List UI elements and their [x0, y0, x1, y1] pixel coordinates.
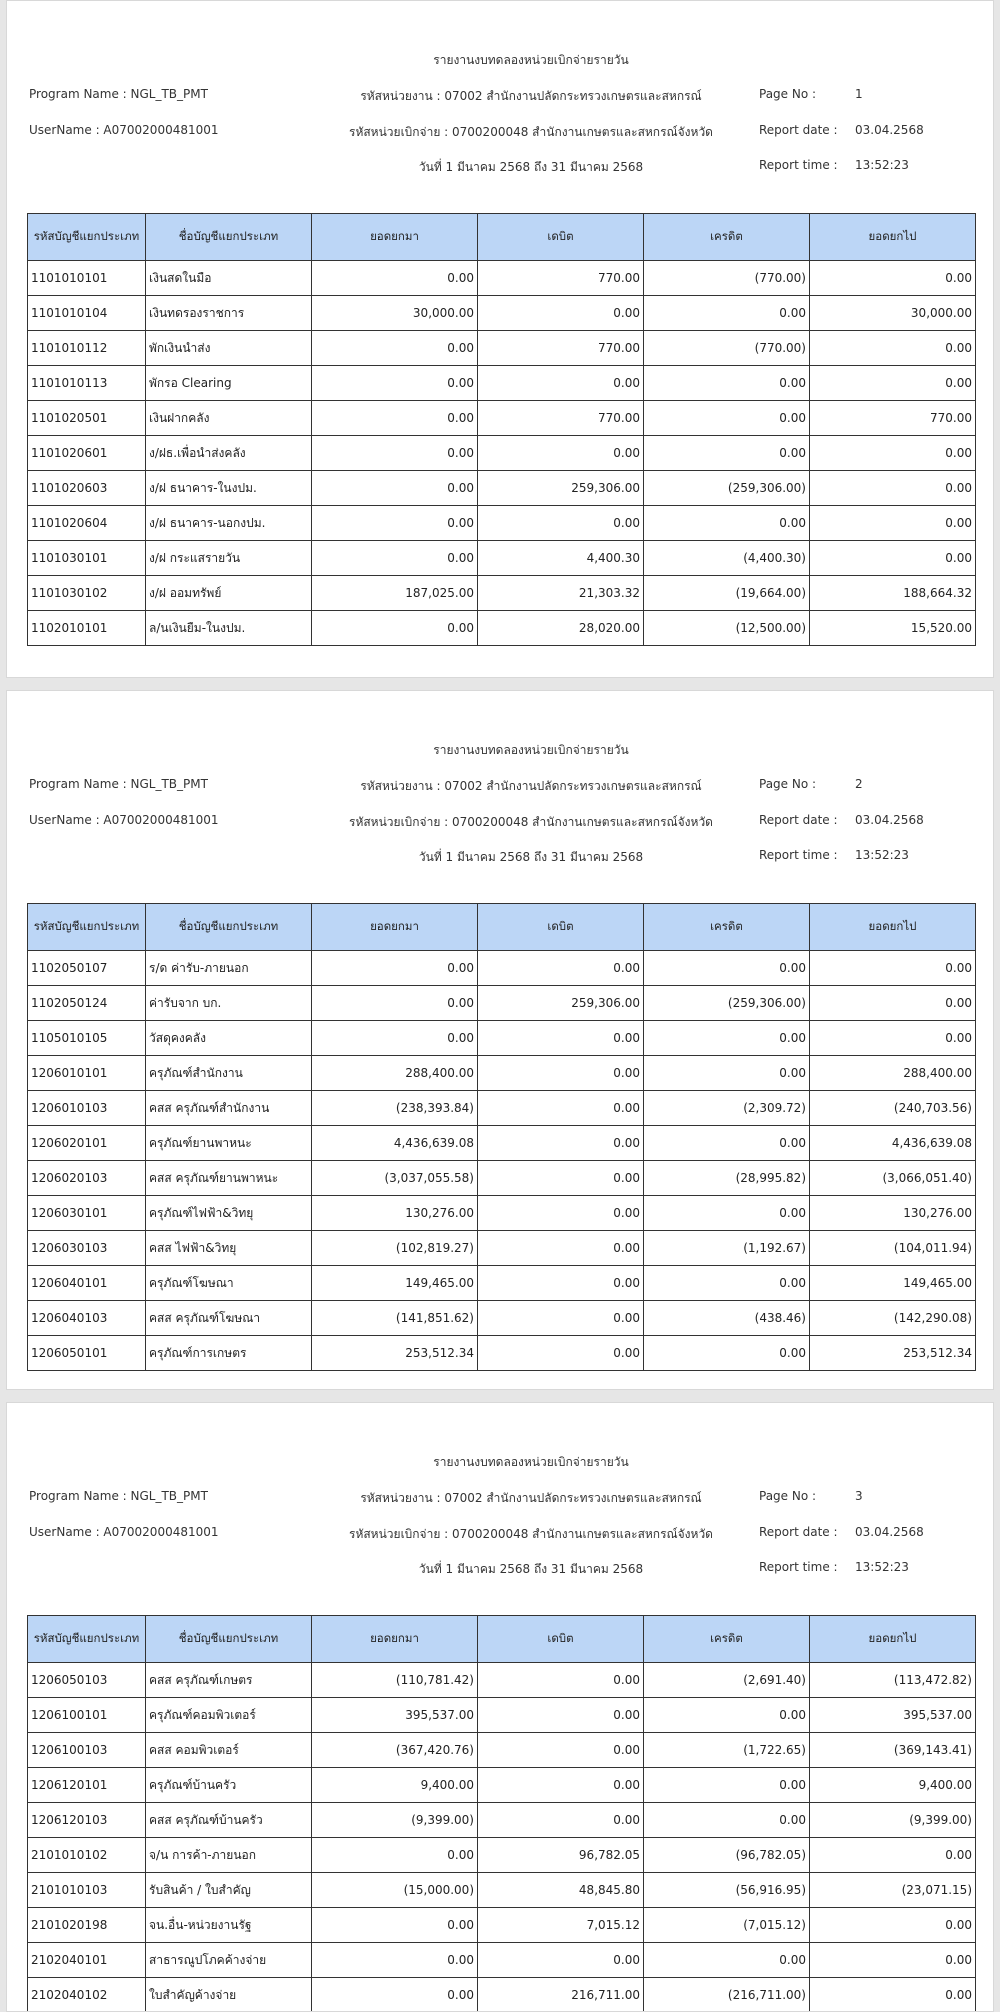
account-code-cell: 1102050107 — [28, 951, 146, 986]
debit-cell: 216,711.00 — [478, 1978, 644, 2012]
table-row — [28, 506, 976, 541]
opening-balance-cell: 0.00 — [312, 1943, 478, 1978]
col-account-code: รหัสบัญชีแยกประเภท — [28, 214, 146, 261]
account-name-cell: คสส ครุภัณฑ์เกษตร — [146, 1663, 312, 1698]
credit-cell: (56,916.95) — [644, 1873, 810, 1908]
opening-balance-cell: 0.00 — [312, 436, 478, 471]
account-name-cell: ง/ฝ กระแสรายวัน — [146, 541, 312, 576]
credit-cell: (2,691.40) — [644, 1663, 810, 1698]
closing-balance-cell: 0.00 — [810, 951, 976, 986]
account-code-cell: 1102050124 — [28, 986, 146, 1021]
table-row — [28, 611, 976, 646]
credit-cell: 0.00 — [644, 1266, 810, 1301]
opening-balance-cell: 149,465.00 — [312, 1266, 478, 1301]
account-code-cell: 1101010101 — [28, 261, 146, 296]
opening-balance-cell: 0.00 — [312, 611, 478, 646]
account-code-cell: 2101010102 — [28, 1838, 146, 1873]
closing-balance-cell: 0.00 — [810, 331, 976, 366]
account-code-cell: 1101010112 — [28, 331, 146, 366]
debit-cell: 21,303.32 — [478, 576, 644, 611]
page-no: 1 — [855, 87, 863, 101]
debit-cell: 770.00 — [478, 401, 644, 436]
col-debit: เดบิต — [478, 904, 644, 951]
opening-balance-cell: 0.00 — [312, 1978, 478, 2012]
page-no-label: Page No : — [759, 1489, 816, 1503]
date-range: วันที่ 1 มีนาคม 2568 ถึง 31 มีนาคม 2568 — [307, 848, 755, 867]
credit-cell: 0.00 — [644, 1698, 810, 1733]
debit-cell: 0.00 — [478, 1196, 644, 1231]
debit-cell: 259,306.00 — [478, 986, 644, 1021]
report-title: รายงานงบทดลองหน่วยเบิกจ่ายรายวัน — [307, 741, 755, 760]
report-title: รายงานงบทดลองหน่วยเบิกจ่ายรายวัน — [307, 1453, 755, 1472]
report-page-3 — [6, 1402, 994, 2012]
account-name-cell: คสส คอมพิวเตอร์ — [146, 1733, 312, 1768]
debit-cell: 96,782.05 — [478, 1838, 644, 1873]
account-code-cell: 1101020604 — [28, 506, 146, 541]
account-name-cell: คสส ครุภัณฑ์สำนักงาน — [146, 1091, 312, 1126]
closing-balance-cell: (113,472.82) — [810, 1663, 976, 1698]
credit-cell: 0.00 — [644, 366, 810, 401]
account-name-cell: คสส ครุภัณฑ์ยานพาหนะ — [146, 1161, 312, 1196]
credit-cell: (770.00) — [644, 331, 810, 366]
account-name-cell: วัสดุคงคลัง — [146, 1021, 312, 1056]
table-row — [28, 1196, 976, 1231]
credit-cell: 0.00 — [644, 951, 810, 986]
closing-balance-cell: 395,537.00 — [810, 1698, 976, 1733]
closing-balance-cell: 0.00 — [810, 1021, 976, 1056]
account-code-cell: 1206120103 — [28, 1803, 146, 1838]
account-name-cell: ครุภัณฑ์สำนักงาน — [146, 1056, 312, 1091]
report-time-label: Report time : — [759, 848, 838, 862]
closing-balance-cell: 0.00 — [810, 471, 976, 506]
debit-cell: 0.00 — [478, 1301, 644, 1336]
report-title: รายงานงบทดลองหน่วยเบิกจ่ายรายวัน — [307, 51, 755, 70]
account-name-cell: ง/ฝธ.เพื่อนำส่งคลัง — [146, 436, 312, 471]
table-row — [28, 1126, 976, 1161]
table-header-row — [28, 1616, 976, 1663]
closing-balance-cell: (9,399.00) — [810, 1803, 976, 1838]
opening-balance-cell: 0.00 — [312, 951, 478, 986]
account-code-cell: 1101030102 — [28, 576, 146, 611]
account-name-cell: ครุภัณฑ์ไฟฟ้า&วิทยุ — [146, 1196, 312, 1231]
col-account-code: รหัสบัญชีแยกประเภท — [28, 904, 146, 951]
agency-code: รหัสหน่วยงาน : 07002 สำนักงานปลัดกระทรวงเกษตรและสหกรณ์ — [307, 1489, 755, 1508]
report-time: 13:52:23 — [855, 158, 909, 172]
account-code-cell: 1102010101 — [28, 611, 146, 646]
credit-cell: (96,782.05) — [644, 1838, 810, 1873]
debit-cell: 0.00 — [478, 436, 644, 471]
col-closing-balance: ยอดยกไป — [810, 904, 976, 951]
debit-cell: 0.00 — [478, 1733, 644, 1768]
account-code-cell: 1206010101 — [28, 1056, 146, 1091]
agency-code: รหัสหน่วยงาน : 07002 สำนักงานปลัดกระทรวงเกษตรและสหกรณ์ — [307, 87, 755, 106]
account-name-cell: ครุภัณฑ์โฆษณา — [146, 1266, 312, 1301]
account-code-cell: 1206100101 — [28, 1698, 146, 1733]
credit-cell: 0.00 — [644, 1196, 810, 1231]
col-account-code: รหัสบัญชีแยกประเภท — [28, 1616, 146, 1663]
account-code-cell: 1101020603 — [28, 471, 146, 506]
table-row — [28, 1161, 976, 1196]
closing-balance-cell: 0.00 — [810, 1838, 976, 1873]
credit-cell: (259,306.00) — [644, 471, 810, 506]
table-row — [28, 986, 976, 1021]
account-code-cell: 1101010104 — [28, 296, 146, 331]
account-code-cell: 1206050103 — [28, 1663, 146, 1698]
account-code-cell: 2102040102 — [28, 1978, 146, 2012]
closing-balance-cell: 0.00 — [810, 1943, 976, 1978]
account-name-cell: คสส ครุภัณฑ์โฆษณา — [146, 1301, 312, 1336]
opening-balance-cell: 130,276.00 — [312, 1196, 478, 1231]
opening-balance-cell: 253,512.34 — [312, 1336, 478, 1371]
opening-balance-cell: 0.00 — [312, 401, 478, 436]
account-code-cell: 2102040101 — [28, 1943, 146, 1978]
trial-balance-table — [27, 903, 976, 1371]
opening-balance-cell: (238,393.84) — [312, 1091, 478, 1126]
account-code-cell: 1206030103 — [28, 1231, 146, 1266]
col-closing-balance: ยอดยกไป — [810, 214, 976, 261]
disbursing-unit: รหัสหน่วยเบิกจ่าย : 0700200048 สำนักงานเกษตรและสหกรณ์จังหวัด — [307, 813, 755, 832]
closing-balance-cell: 0.00 — [810, 366, 976, 401]
account-name-cell: พักเงินนำส่ง — [146, 331, 312, 366]
date-range: วันที่ 1 มีนาคม 2568 ถึง 31 มีนาคม 2568 — [307, 1560, 755, 1579]
closing-balance-cell: 9,400.00 — [810, 1768, 976, 1803]
col-credit: เครดิต — [644, 904, 810, 951]
program-name: Program Name : NGL_TB_PMT — [29, 1489, 208, 1503]
opening-balance-cell: 395,537.00 — [312, 1698, 478, 1733]
account-name-cell: สาธารณูปโภคค้างจ่าย — [146, 1943, 312, 1978]
debit-cell: 0.00 — [478, 1021, 644, 1056]
table-row — [28, 576, 976, 611]
credit-cell: 0.00 — [644, 436, 810, 471]
credit-cell: 0.00 — [644, 1943, 810, 1978]
report-time: 13:52:23 — [855, 1560, 909, 1574]
opening-balance-cell: 0.00 — [312, 261, 478, 296]
account-name-cell: คสส ไฟฟ้า&วิทยุ — [146, 1231, 312, 1266]
debit-cell: 0.00 — [478, 951, 644, 986]
opening-balance-cell: 0.00 — [312, 541, 478, 576]
account-name-cell: ครุภัณฑ์คอมพิวเตอร์ — [146, 1698, 312, 1733]
table-row — [28, 1978, 976, 2012]
opening-balance-cell: 0.00 — [312, 506, 478, 541]
debit-cell: 770.00 — [478, 331, 644, 366]
credit-cell: 0.00 — [644, 1803, 810, 1838]
opening-balance-cell: 0.00 — [312, 331, 478, 366]
account-name-cell: จน.อื่น-หน่วยงานรัฐ — [146, 1908, 312, 1943]
report-date-label: Report date : — [759, 123, 838, 137]
closing-balance-cell: 0.00 — [810, 1978, 976, 2012]
user-name: UserName : A07002000481001 — [29, 123, 219, 137]
account-code-cell: 1101010113 — [28, 366, 146, 401]
credit-cell: 0.00 — [644, 1056, 810, 1091]
account-name-cell: ง/ฝ ธนาคาร-นอกงปม. — [146, 506, 312, 541]
closing-balance-cell: 288,400.00 — [810, 1056, 976, 1091]
report-time-label: Report time : — [759, 1560, 838, 1574]
col-account-name: ชื่อบัญชีแยกประเภท — [146, 214, 312, 261]
opening-balance-cell: 30,000.00 — [312, 296, 478, 331]
account-name-cell: ใบสำคัญค้างจ่าย — [146, 1978, 312, 2012]
account-name-cell: ล/นเงินยืม-ในงปม. — [146, 611, 312, 646]
table-row — [28, 471, 976, 506]
closing-balance-cell: (3,066,051.40) — [810, 1161, 976, 1196]
table-header-row — [28, 214, 976, 261]
table-row — [28, 1733, 976, 1768]
account-name-cell: ง/ฝ ออมทรัพย์ — [146, 576, 312, 611]
account-code-cell: 1206100103 — [28, 1733, 146, 1768]
table-row — [28, 1663, 976, 1698]
debit-cell: 4,400.30 — [478, 541, 644, 576]
credit-cell: 0.00 — [644, 506, 810, 541]
closing-balance-cell: 0.00 — [810, 1908, 976, 1943]
closing-balance-cell: 188,664.32 — [810, 576, 976, 611]
table-row — [28, 1873, 976, 1908]
account-code-cell: 1105010105 — [28, 1021, 146, 1056]
report-time: 13:52:23 — [855, 848, 909, 862]
debit-cell: 0.00 — [478, 1663, 644, 1698]
account-name-cell: เงินสดในมือ — [146, 261, 312, 296]
credit-cell: (28,995.82) — [644, 1161, 810, 1196]
credit-cell: (770.00) — [644, 261, 810, 296]
opening-balance-cell: (367,420.76) — [312, 1733, 478, 1768]
credit-cell: (216,711.00) — [644, 1978, 810, 2012]
closing-balance-cell: 0.00 — [810, 261, 976, 296]
debit-cell: 0.00 — [478, 366, 644, 401]
col-closing-balance: ยอดยกไป — [810, 1616, 976, 1663]
report-date: 03.04.2568 — [855, 123, 924, 137]
col-debit: เดบิต — [478, 214, 644, 261]
col-debit: เดบิต — [478, 1616, 644, 1663]
credit-cell: 0.00 — [644, 1768, 810, 1803]
debit-cell: 0.00 — [478, 1126, 644, 1161]
credit-cell: 0.00 — [644, 401, 810, 436]
credit-cell: 0.00 — [644, 1336, 810, 1371]
opening-balance-cell: (141,851.62) — [312, 1301, 478, 1336]
credit-cell: (259,306.00) — [644, 986, 810, 1021]
col-account-name: ชื่อบัญชีแยกประเภท — [146, 904, 312, 951]
opening-balance-cell: 9,400.00 — [312, 1768, 478, 1803]
account-name-cell: จ/น การค้า-ภายนอก — [146, 1838, 312, 1873]
credit-cell: (1,722.65) — [644, 1733, 810, 1768]
debit-cell: 0.00 — [478, 1803, 644, 1838]
opening-balance-cell: (15,000.00) — [312, 1873, 478, 1908]
table-row — [28, 261, 976, 296]
opening-balance-cell: 187,025.00 — [312, 576, 478, 611]
account-code-cell: 1101020501 — [28, 401, 146, 436]
user-name: UserName : A07002000481001 — [29, 813, 219, 827]
table-row — [28, 1803, 976, 1838]
account-code-cell: 1206040103 — [28, 1301, 146, 1336]
closing-balance-cell: (104,011.94) — [810, 1231, 976, 1266]
col-account-name: ชื่อบัญชีแยกประเภท — [146, 1616, 312, 1663]
debit-cell: 0.00 — [478, 506, 644, 541]
report-date-label: Report date : — [759, 813, 838, 827]
program-name: Program Name : NGL_TB_PMT — [29, 777, 208, 791]
account-code-cell: 1206010103 — [28, 1091, 146, 1126]
closing-balance-cell: 130,276.00 — [810, 1196, 976, 1231]
debit-cell: 0.00 — [478, 1161, 644, 1196]
table-row — [28, 1231, 976, 1266]
col-opening-balance: ยอดยกมา — [312, 1616, 478, 1663]
col-credit: เครดิต — [644, 214, 810, 261]
opening-balance-cell: 4,436,639.08 — [312, 1126, 478, 1161]
closing-balance-cell: 149,465.00 — [810, 1266, 976, 1301]
opening-balance-cell: (110,781.42) — [312, 1663, 478, 1698]
credit-cell: (1,192.67) — [644, 1231, 810, 1266]
opening-balance-cell: (102,819.27) — [312, 1231, 478, 1266]
opening-balance-cell: 0.00 — [312, 471, 478, 506]
debit-cell: 0.00 — [478, 1336, 644, 1371]
table-row — [28, 1768, 976, 1803]
debit-cell: 0.00 — [478, 1231, 644, 1266]
opening-balance-cell: 0.00 — [312, 1021, 478, 1056]
report-page-1 — [6, 0, 994, 678]
closing-balance-cell: 0.00 — [810, 506, 976, 541]
account-name-cell: ร/ด ค่ารับ-ภายนอก — [146, 951, 312, 986]
agency-code: รหัสหน่วยงาน : 07002 สำนักงานปลัดกระทรวงเกษตรและสหกรณ์ — [307, 777, 755, 796]
debit-cell: 0.00 — [478, 1091, 644, 1126]
account-name-cell: รับสินค้า / ใบสำคัญ — [146, 1873, 312, 1908]
debit-cell: 0.00 — [478, 296, 644, 331]
table-row — [28, 1908, 976, 1943]
credit-cell: (7,015.12) — [644, 1908, 810, 1943]
table-row — [28, 366, 976, 401]
table-row — [28, 1091, 976, 1126]
credit-cell: (12,500.00) — [644, 611, 810, 646]
table-row — [28, 1301, 976, 1336]
credit-cell: 0.00 — [644, 1126, 810, 1161]
page-no-label: Page No : — [759, 87, 816, 101]
credit-cell: (438.46) — [644, 1301, 810, 1336]
credit-cell: (4,400.30) — [644, 541, 810, 576]
debit-cell: 770.00 — [478, 261, 644, 296]
debit-cell: 0.00 — [478, 1056, 644, 1091]
debit-cell: 0.00 — [478, 1698, 644, 1733]
table-row — [28, 436, 976, 471]
closing-balance-cell: 0.00 — [810, 986, 976, 1021]
debit-cell: 0.00 — [478, 1943, 644, 1978]
account-code-cell: 1206030101 — [28, 1196, 146, 1231]
report-date-label: Report date : — [759, 1525, 838, 1539]
account-code-cell: 2101010103 — [28, 1873, 146, 1908]
table-row — [28, 1056, 976, 1091]
table-row — [28, 1336, 976, 1371]
opening-balance-cell: 0.00 — [312, 1838, 478, 1873]
debit-cell: 0.00 — [478, 1266, 644, 1301]
page-no-label: Page No : — [759, 777, 816, 791]
account-name-cell: ครุภัณฑ์การเกษตร — [146, 1336, 312, 1371]
col-opening-balance: ยอดยกมา — [312, 214, 478, 261]
account-name-cell: ครุภัณฑ์บ้านครัว — [146, 1768, 312, 1803]
table-row — [28, 401, 976, 436]
table-row — [28, 1698, 976, 1733]
table-header-row — [28, 904, 976, 951]
account-name-cell: ง/ฝ ธนาคาร-ในงปม. — [146, 471, 312, 506]
closing-balance-cell: (142,290.08) — [810, 1301, 976, 1336]
opening-balance-cell: 288,400.00 — [312, 1056, 478, 1091]
closing-balance-cell: 0.00 — [810, 436, 976, 471]
table-row — [28, 331, 976, 366]
debit-cell: 48,845.80 — [478, 1873, 644, 1908]
account-name-cell: ครุภัณฑ์ยานพาหนะ — [146, 1126, 312, 1161]
table-row — [28, 541, 976, 576]
col-opening-balance: ยอดยกมา — [312, 904, 478, 951]
opening-balance-cell: 0.00 — [312, 986, 478, 1021]
closing-balance-cell: 4,436,639.08 — [810, 1126, 976, 1161]
closing-balance-cell: 15,520.00 — [810, 611, 976, 646]
account-code-cell: 1206020103 — [28, 1161, 146, 1196]
account-code-cell: 1206020101 — [28, 1126, 146, 1161]
opening-balance-cell: 0.00 — [312, 1908, 478, 1943]
account-code-cell: 1206120101 — [28, 1768, 146, 1803]
program-name: Program Name : NGL_TB_PMT — [29, 87, 208, 101]
account-name-cell: ค่ารับจาก บก. — [146, 986, 312, 1021]
closing-balance-cell: (23,071.15) — [810, 1873, 976, 1908]
debit-cell: 7,015.12 — [478, 1908, 644, 1943]
table-row — [28, 1021, 976, 1056]
page-no: 3 — [855, 1489, 863, 1503]
opening-balance-cell: 0.00 — [312, 366, 478, 401]
account-code-cell: 1206050101 — [28, 1336, 146, 1371]
debit-cell: 28,020.00 — [478, 611, 644, 646]
trial-balance-table — [27, 213, 976, 646]
closing-balance-cell: 30,000.00 — [810, 296, 976, 331]
table-row — [28, 1943, 976, 1978]
table-row — [28, 951, 976, 986]
credit-cell: (2,309.72) — [644, 1091, 810, 1126]
debit-cell: 259,306.00 — [478, 471, 644, 506]
report-time-label: Report time : — [759, 158, 838, 172]
account-code-cell: 2101020198 — [28, 1908, 146, 1943]
report-date: 03.04.2568 — [855, 813, 924, 827]
table-row — [28, 1838, 976, 1873]
closing-balance-cell: 0.00 — [810, 541, 976, 576]
closing-balance-cell: (240,703.56) — [810, 1091, 976, 1126]
account-code-cell: 1101020601 — [28, 436, 146, 471]
opening-balance-cell: (3,037,055.58) — [312, 1161, 478, 1196]
closing-balance-cell: 253,512.34 — [810, 1336, 976, 1371]
table-row — [28, 296, 976, 331]
account-name-cell: คสส ครุภัณฑ์บ้านครัว — [146, 1803, 312, 1838]
disbursing-unit: รหัสหน่วยเบิกจ่าย : 0700200048 สำนักงานเกษตรและสหกรณ์จังหวัด — [307, 123, 755, 142]
table-row — [28, 1266, 976, 1301]
credit-cell: 0.00 — [644, 1021, 810, 1056]
col-credit: เครดิต — [644, 1616, 810, 1663]
date-range: วันที่ 1 มีนาคม 2568 ถึง 31 มีนาคม 2568 — [307, 158, 755, 177]
report-page-2 — [6, 690, 994, 1390]
debit-cell: 0.00 — [478, 1768, 644, 1803]
credit-cell: (19,664.00) — [644, 576, 810, 611]
report-date: 03.04.2568 — [855, 1525, 924, 1539]
closing-balance-cell: 770.00 — [810, 401, 976, 436]
user-name: UserName : A07002000481001 — [29, 1525, 219, 1539]
closing-balance-cell: (369,143.41) — [810, 1733, 976, 1768]
credit-cell: 0.00 — [644, 296, 810, 331]
trial-balance-table — [27, 1615, 976, 2012]
account-code-cell: 1101030101 — [28, 541, 146, 576]
page-no: 2 — [855, 777, 863, 791]
opening-balance-cell: (9,399.00) — [312, 1803, 478, 1838]
account-name-cell: เงินฝากคลัง — [146, 401, 312, 436]
account-name-cell: พักรอ Clearing — [146, 366, 312, 401]
account-name-cell: เงินทดรองราชการ — [146, 296, 312, 331]
account-code-cell: 1206040101 — [28, 1266, 146, 1301]
disbursing-unit: รหัสหน่วยเบิกจ่าย : 0700200048 สำนักงานเกษตรและสหกรณ์จังหวัด — [307, 1525, 755, 1544]
